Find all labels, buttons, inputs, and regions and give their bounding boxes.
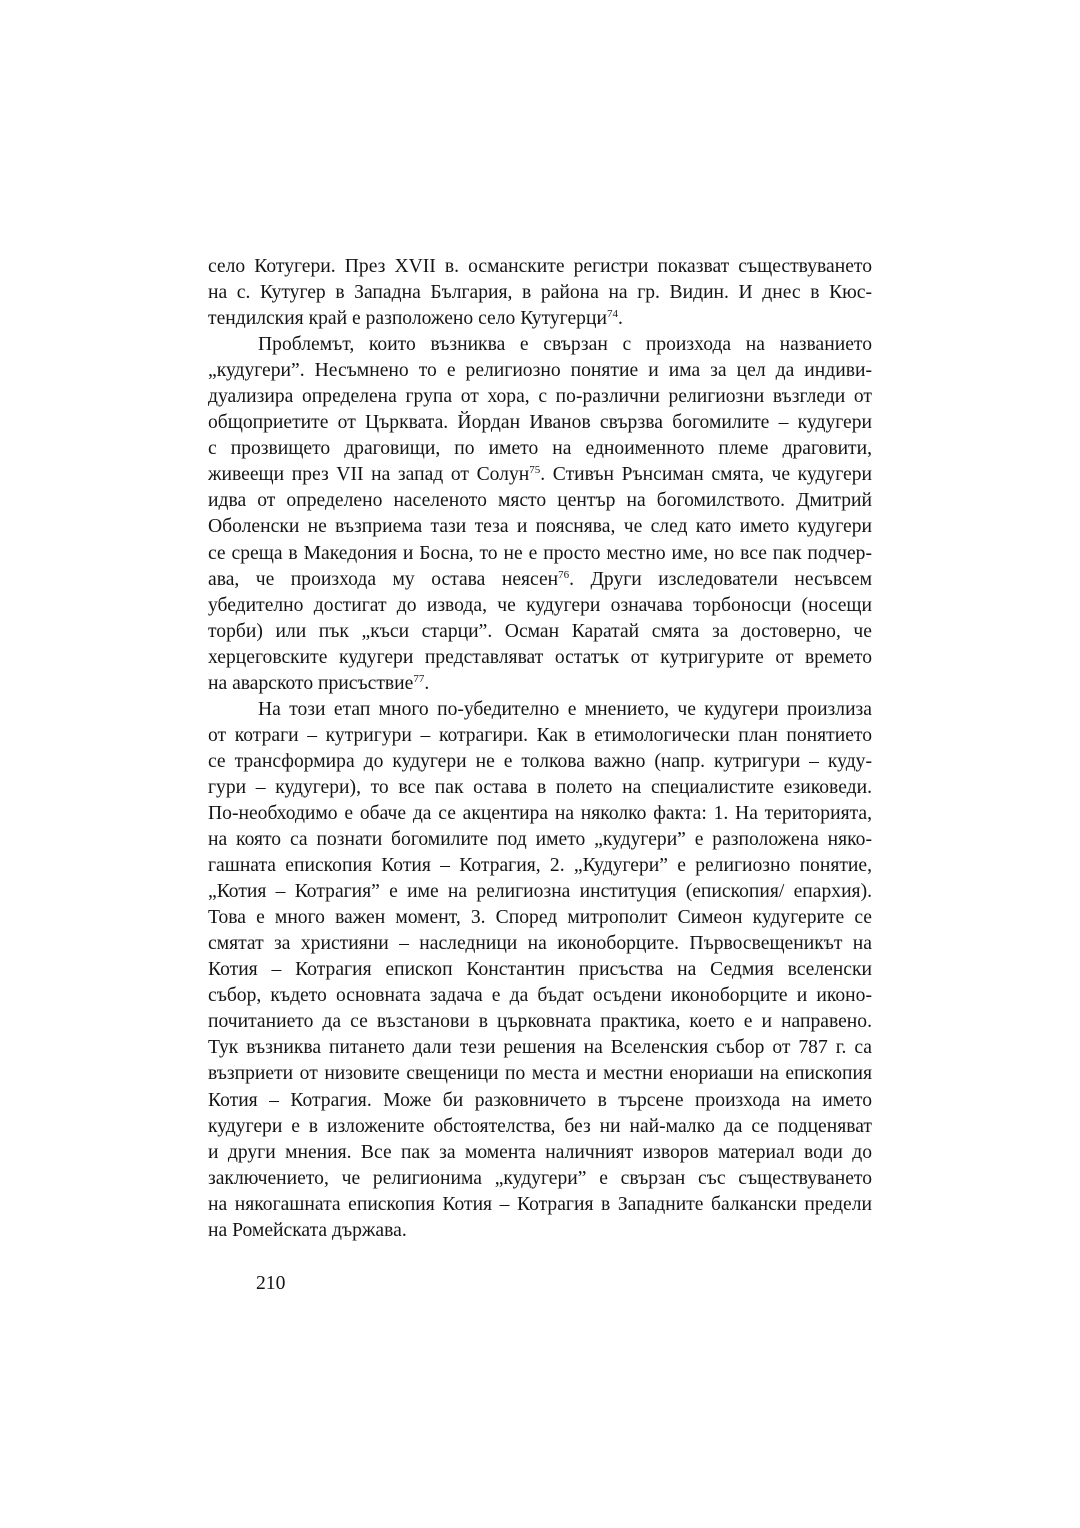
footnote-ref-74[interactable]: 74	[606, 308, 618, 321]
text-line: село Котугери. През XVII в. османските регистри показват съществуването	[208, 256, 872, 277]
text-line: идва от определено населеното място център на богомилството. Дмитрий	[208, 490, 872, 512]
text-line: По-необходимо е обаче да се акцентира на няколко факта: 1. На територията,	[208, 802, 872, 824]
text-run: ава, че произхода му остава неясен	[208, 568, 559, 590]
text-line	[208, 306, 872, 332]
text-line: гури – кудугери), то все пак остава в полето на специалистите езиковеди.	[208, 776, 872, 798]
text-line: кудугери е в изложените обстоятелства, без ни най-малко да се подценяват	[208, 1115, 872, 1137]
text-line: се среща в Македония и Босна, то не е просто местно име, но все пак подчер-	[208, 542, 872, 564]
text-line: на с. Кутугер в Западна България, в района на гр. Видин. И днес в Кюс-	[208, 282, 872, 304]
footnote-ref-77[interactable]: 77	[413, 672, 425, 685]
text-line	[208, 671, 872, 697]
text-line: на Ромейската държава.	[208, 1219, 407, 1241]
text-line: торби) или пък „къси старци”. Осман Каратай смята за достоверно, че	[208, 620, 872, 642]
text-line: почитанието да се възстанови в църковната практика, което е и направено.	[208, 1011, 872, 1033]
paragraph-1	[208, 254, 872, 332]
text-line: на която са познати богомилите под името „кудугери” е разположена няко-	[208, 829, 872, 851]
text-line: с прозвището драговищи, по името на едноименното племе драговити,	[208, 438, 872, 460]
text-line: На този етап много по-убедително е мнението, че кудугери произлиза	[258, 698, 872, 720]
text-line: убедително достигат до извода, че кудугери означава торбоносци (носещи	[208, 594, 872, 616]
text-line: на някогашната епископия Котия – Котрагия в Западните балкански предели	[208, 1193, 872, 1215]
paragraph-3	[208, 697, 872, 1244]
text-line	[208, 567, 872, 593]
text-line: гашната епископия Котия – Котрагия, 2. „Кудугери” е религиозно понятие,	[208, 855, 872, 877]
text-line: се трансформира до кудугери не е толкова важно (напр. кутригури – куду-	[208, 750, 872, 772]
text-line: Оболенски не възприема тази теза и пояснява, че след като името кудугери	[208, 516, 872, 538]
text-line	[208, 462, 872, 488]
footnote-ref-76[interactable]: 76	[558, 568, 570, 581]
text-line: херцеговските кудугери представляват остатък от кутригурите от времето	[208, 646, 872, 668]
text-line: Котия – Котрагия. Може би разковничето в търсене произхода на името	[208, 1089, 872, 1111]
body-text	[208, 254, 872, 1244]
text-line: Това е много важен момент, 3. Според митрополит Симеон кудугерите се	[208, 907, 872, 929]
text-line: смятат за християни – наследници на иконоборците. Първосвещеникът на	[208, 933, 872, 955]
text-run: .	[617, 308, 623, 330]
footnote-ref-75[interactable]: 75	[529, 464, 541, 477]
text-line: от котраги – кутригури – котрагири. Как в етимологически план понятието	[208, 724, 872, 746]
text-line: заключението, че религионима „кудугери” е свързан със съществуването	[208, 1167, 872, 1189]
text-line: Проблемът, които възниква е свързан с произхода на названието	[258, 334, 872, 356]
text-line: „Котия – Котрагия” е име на религиозна институция (епископия/ епархия).	[208, 881, 872, 903]
text-run: . Други изследователи несъвсем	[569, 568, 873, 590]
text-run: на аварското присъствие	[208, 672, 414, 694]
text-line: „кудугери”. Несъмнено то е религиозно понятие и има за цел да индиви-	[208, 360, 872, 382]
text-line: събор, където основната задача е да бъдат осъдени иконоборците и иконо-	[208, 985, 872, 1007]
page-number: 210	[256, 1273, 286, 1294]
text-run: .	[424, 672, 430, 694]
text-line: Тук възниква питането дали тези решения на Вселенския събор от 787 г. са	[208, 1037, 872, 1059]
text-run: тендилския край е разположено село Кутугерци	[208, 308, 607, 330]
text-line: и други мнения. Все пак за момента наличният изворов материал води до	[208, 1141, 872, 1163]
text-line: възприети от низовите свещеници по места и местни енориаши на епископия	[208, 1063, 872, 1085]
text-run: . Стивън Рънсиман смята, че кудугери	[540, 464, 872, 486]
text-run: живеещи през VII на запад от Солун	[208, 464, 530, 486]
text-line: дуализира определена група от хора, с по-различни религиозни възгледи от	[208, 386, 872, 408]
paragraph-2	[208, 332, 872, 697]
text-line: общоприетите от Църквата. Йордан Иванов свързва богомилите – кудугери	[208, 412, 872, 434]
text-line: Котия – Котрагия епископ Константин присъства на Седмия вселенски	[208, 959, 872, 981]
